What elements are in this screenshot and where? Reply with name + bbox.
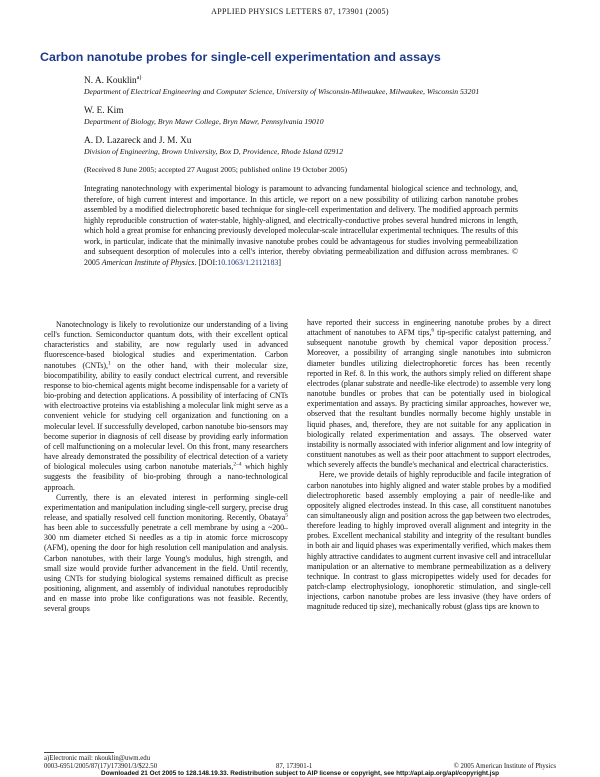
- paragraph-text: has been able to successfully penetrate a cell membrane by using a ~200–300 nm diameter etched Si needles as a tip in atomic force microscopy (AFM), opening the door for high resolution cell manipulation and analysis. Carbon nanotubes, with their large Young's modulus, high strength, and small size would provide further advancement in the field. Until recently, using CNTs for studying biological systems remained difficult as precise positioning, alignment, and assembly of individual nanotubes reproducibly and en masse into probe like configurations was not feasible. Recently, several groups: [44, 523, 288, 614]
- doi-suffix: ]: [278, 257, 281, 267]
- paragraph-text: Here, we provide details of highly reproducible and facile integration of carbon nanotubes into highly aligned and water stable probes by a modified dielectrophoretic based assembly employing a pair of needle-like and oppositely aligned electrodes instead. In this case, all constituent nanotubes can simultaneously align and position across the gap between two electrodes, therefore leading to highly improved overall alignment and integrity in the probes. Excellent mechanical stability and integrity of the resultant bundles in both air and liquid phases was experimentally verified, which makes them highly attractive candidates to augment current invasive cell and intracellular manipulation or an alternative to membrane permeabilization as a delivery technique. In contrast to glass micropipettes widely used for decades for patch-clamp electrophysiology, ionophoretic stimulation, and single-cell injections, carbon nanotube probes are less invasive (they have orders of magnitude reduced tip size), mechanically robust (glass tips are known to: [307, 470, 551, 612]
- footer-page-number: 87, 173901-1: [276, 763, 313, 770]
- reference-mark: 5: [285, 512, 288, 519]
- body-paragraph: [44, 493, 288, 615]
- author-names: A. D. Lazareck and J. M. Xu: [84, 136, 192, 147]
- paragraph-text: have reported their success in engineering nanotube probes by a direct attachment of nanotubes to AFM tips,: [307, 318, 551, 338]
- paragraph-text: which highly suggests the feasibility of bio-probing through a nano-technological approach.: [44, 462, 288, 492]
- paragraph-text: on the other hand, with their molecular size, biocompatibility, ability to easily conduct electrical current, and reversible response to bio-chemical agents might become indispensable for a variety of bio-probing and detection applications. A possibility of interfacing of CNTs with electroactive proteins via establishing a molecular link might serve as a convenient vehicle for studying cell organization and functioning on a molecular level. If successfully developed, carbon nanotube bio-sensors may become superior in diagnosis of cell disease by providing early information of cell malfunctioning on a molecular level. On this front, many researchers have already demonstrated the possibility of electrical detection of a variety of biological molecules using carbon nanotube materials,: [44, 360, 288, 472]
- author-block: [84, 135, 514, 157]
- author-affiliation: Division of Engineering, Brown University, Box D, Providence, Rhode Island 02912: [84, 147, 344, 157]
- paragraph-text: tip-specific catalyst patterning, and subsequent nanotube growth by chemical vapor deposition process.: [307, 328, 551, 348]
- abstract: [84, 184, 518, 268]
- paragraph-text: Nanotechnology is likely to revolutionize our understanding of a living cell's function. Semiconductor quantum dots, with their excellent optical characteristics and stability, are now regularly used in advanced fluorescence-based biological studies and experimentation. Carbon nanotubes (CNTs),: [44, 320, 288, 370]
- journal-header: APPLIED PHYSICS LETTERS 87, 173901 (2005): [211, 7, 389, 16]
- reference-mark: 6: [431, 327, 435, 334]
- author-list: [84, 72, 514, 165]
- footer-issn: 0003-6951/2005/87(17)/173901/3/$22.50: [44, 763, 158, 770]
- reference-mark: 2–4: [233, 461, 242, 468]
- body-column-right: [307, 318, 551, 613]
- reference-mark: 7: [548, 337, 551, 344]
- author-affiliation: Department of Electrical Engineering and Computer Science, University of Wisconsin-Milwaukee, Milwaukee, Wisconsin 53201: [84, 87, 480, 97]
- body-column-left: [44, 320, 288, 615]
- body-paragraph: [307, 318, 551, 470]
- paragraph-text: Moreover, a possibility of arranging single nanotubes into submicron diameter bundles utilizing dielectrophoretic forces has been recently reported in Ref. 8. In this work, the authors simply relied on different shape electrodes (planar substrate and needle-like electrode) to assemble very long nanotube bundles or probes that can be potentially used in biological experimentation and assays. By practicing similar approaches, however we, observed that the resultant bundles normally become highly unstable in liquid phases, and, therefore, they are not suitable for any application in biologically related experimentation and assays. The observed water instability is normally associated with inferior alignment and low integrity of constituent nanotubes as well as their poor attachment to support electrodes, which severely affects the bundle's mechanical and electrical characteristics.: [307, 348, 551, 470]
- download-notice: Downloaded 21 Oct 2005 to 128.148.19.33. Redistribution subject to AIP license or copyright, see http://apl.aip.org/apl/copyright.jsp: [100, 770, 500, 777]
- body-paragraph: [44, 320, 288, 493]
- reference-mark: 1: [108, 360, 111, 366]
- received-dates: (Received 8 June 2005; accepted 27 August 2005; published online 19 October 2005): [84, 165, 348, 174]
- doi-prefix: . [DOI:: [194, 257, 218, 267]
- doi-link[interactable]: 10.1063/1.2112183: [217, 257, 279, 267]
- publisher-name: American Institute of Physics: [101, 257, 195, 267]
- author-block: [84, 105, 514, 127]
- paragraph-text: Currently, there is an elevated interest in performing single-cell experimentation and manipulation including single-cell surgery, precise drug release, and spatially resolved cell function monitoring. Recently, Obataya: [44, 492, 288, 522]
- author-names: [84, 72, 514, 87]
- author-block: [84, 72, 514, 97]
- article-title: Carbon nanotube probes for single-cell experimentation and assays: [40, 50, 441, 64]
- author-affiliation: Department of Biology, Bryn Mawr College, Bryn Mawr, Pennsylvania 19010: [84, 117, 324, 127]
- abstract-text: Integrating nanotechnology with experimental biology is paramount to advancing fundamental biological science and technology, and, therefore, of high current interest and importance. In this article, we report on a new possibility of utilizing carbon nanotube probes assembled by a modified dielectrophoretic based technique for single-cell experimentation and delivery. The modified approach permits highly reproducible construction of water-stable, highly-aligned, and electrically-conductive probes several hundred microns in length, which hold a great promise for enhancing previously developed molecular-scale intracellular experimental techniques. The results of this work, in particular, indicate that the minimally invasive nanotube probes could be advantageous for studies involving permeabilization and subsequent desorption of molecules into a cell's interior, thereby obviating permeabilization and diffusion across membranes. © 2005: [84, 184, 518, 267]
- footnote-divider: [44, 752, 114, 753]
- body-paragraph: [307, 470, 551, 612]
- footnote: a)Electronic mail: nkouklin@uwm.edu: [44, 755, 151, 762]
- author-name: N. A. Kouklin: [84, 76, 137, 87]
- author-footnote-mark: a): [136, 75, 142, 81]
- footer-copyright: © 2005 American Institute of Physics: [453, 763, 556, 770]
- author-names: W. E. Kim: [84, 106, 124, 117]
